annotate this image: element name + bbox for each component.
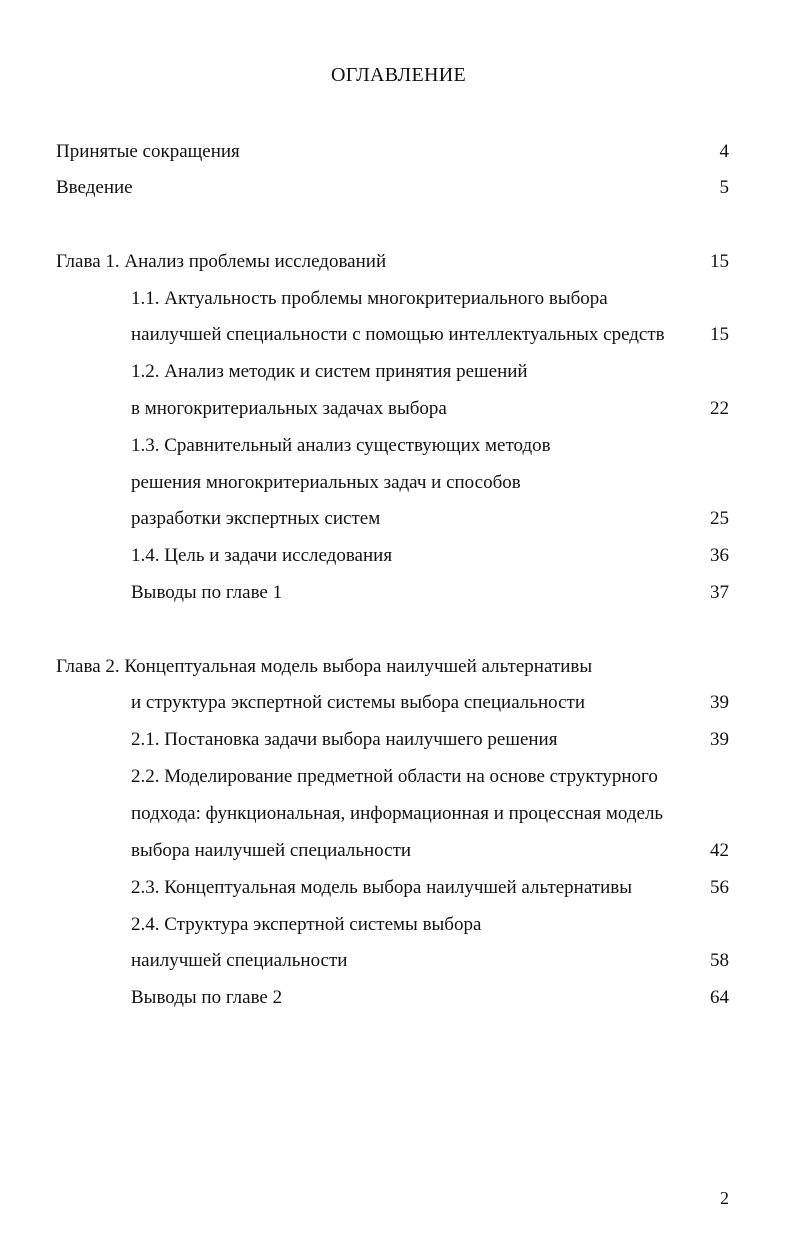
toc-entry-text: решения многокритериальных задач и способов [131,472,521,493]
toc-entry-page: 5 [719,177,729,198]
toc-entry-text: наилучшей специальности с помощью интеллектуальных средств [131,324,665,345]
toc-entry-page: 36 [710,545,729,566]
toc-entry-text: Принятые сокращения [56,141,240,162]
toc-entry-text: 1.3. Сравнительный анализ существующих методов [131,435,551,456]
toc-entry-text: в многокритериальных задачах выбора [131,398,447,419]
toc-title: ОГЛАВЛЕНИЕ [331,64,466,86]
toc-entry-page: 4 [719,141,729,162]
toc-entry-page: 42 [710,840,729,861]
toc-entry-page: 37 [710,582,729,603]
toc-entry-page: 56 [710,877,729,898]
toc-entry-text: Выводы по главе 1 [131,582,283,603]
toc-entry-text: 2.1. Постановка задачи выбора наилучшего решения [131,729,558,750]
toc-entry-text: подхода: функциональная, информационная и процессная модель [131,803,664,824]
toc-entry-text: выбора наилучшей специальности [131,840,412,861]
toc-entry-text: 2.4. Структура экспертной системы выбора [131,914,482,935]
toc-entry-text: 2.3. Концептуальная модель выбора наилучшей альтернативы [131,877,632,898]
toc-entry-text: 1.4. Цель и задачи исследования [131,545,393,566]
toc-entry-page: 39 [710,692,729,713]
toc-entry-text: Выводы по главе 2 [131,987,283,1008]
toc-entry-text: 2.2. Моделирование предметной области на основе структурного [131,766,658,787]
toc-entry-text: и структура экспертной системы выбора специальности [131,692,585,713]
toc-entry-text: 1.2. Анализ методик и систем принятия решений [131,361,528,382]
toc-entry-page: 58 [710,950,729,971]
toc-chapter-heading: Глава 2. Концептуальная модель выбора наилучшей альтернативы [56,656,593,677]
toc-entry-page: 15 [710,324,729,345]
toc-entry-page: 15 [710,251,729,272]
page-number: 2 [720,1188,729,1208]
toc-chapter-heading: Глава 1. Анализ проблемы исследований [56,251,387,272]
toc-entry-text: наилучшей специальности [131,950,348,971]
toc-entry-page: 39 [710,729,729,750]
toc-entry-page: 25 [710,508,729,529]
toc-entry-text: 1.1. Актуальность проблемы многокритериального выбора [131,288,608,309]
toc-entry-text: Введение [56,177,133,198]
toc-entry-text: разработки экспертных систем [131,508,381,529]
toc-entry-page: 64 [710,987,729,1008]
toc-entry-page: 22 [710,398,729,419]
